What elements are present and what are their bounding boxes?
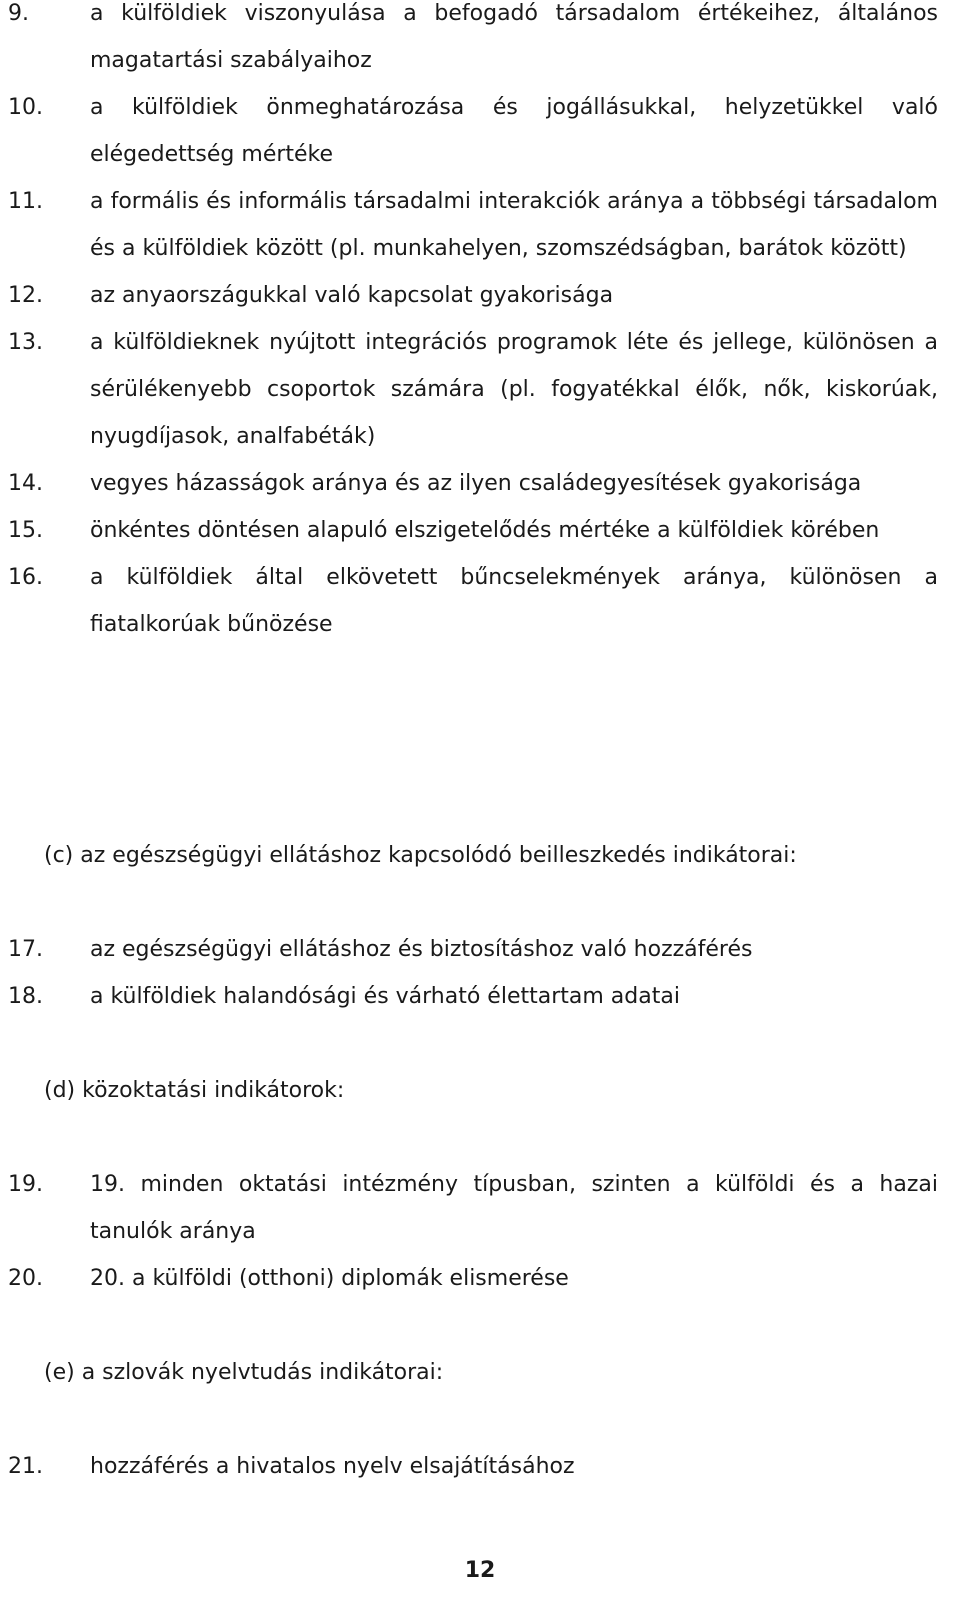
- section-heading-c: (c) az egészségügyi ellátáshoz kapcsolódó beilleszkedés indikátorai:: [44, 843, 797, 868]
- item-number: 17.: [8, 937, 43, 962]
- item-text: az egészségügyi ellátáshoz és biztosításhoz való hozzáférés: [90, 937, 753, 962]
- item-text: a külföldiek halandósági és várható élettartam adatai: [90, 984, 680, 1009]
- list-item: [0, 84, 960, 178]
- item-text: a külföldiek által elkövetett bűncselekmények aránya, különösen a fiatalkorúak bűnözése: [90, 565, 938, 637]
- item-number: 11.: [8, 189, 43, 214]
- section-heading-e: (e) a szlovák nyelvtudás indikátorai:: [44, 1360, 444, 1385]
- list-item: [0, 973, 960, 1020]
- page-number: 12: [464, 1558, 496, 1583]
- list-item: [0, 1161, 960, 1255]
- item-number: 9.: [8, 1, 29, 26]
- item-number: 20.: [8, 1266, 43, 1291]
- item-text: önkéntes döntésen alapuló elszigetelődés mértéke a külföldiek körében: [90, 518, 880, 543]
- item-number: 16.: [8, 565, 43, 590]
- list-item: [0, 926, 960, 973]
- item-number: 12.: [8, 283, 43, 308]
- list-item: [0, 1255, 960, 1302]
- item-text: 20. a külföldi (otthoni) diplomák elismerése: [90, 1266, 569, 1291]
- item-text: a formális és informális társadalmi interakciók aránya a többségi társadalom és a külföldiek között (pl. munkahelyen, szomszédságban, barátok között): [90, 189, 938, 261]
- indicator-list-e: [0, 1443, 960, 1490]
- item-text: a külföldiek viszonyulása a befogadó társadalom értékeihez, általános magatartási szabályaihoz: [90, 1, 938, 73]
- list-item: [0, 507, 960, 554]
- list-item: [0, 554, 960, 648]
- item-number: 21.: [8, 1454, 43, 1479]
- item-number: 19.: [8, 1172, 43, 1197]
- item-text: 19. minden oktatási intézmény típusban, szinten a külföldi és a hazai tanulók aránya: [90, 1172, 938, 1244]
- item-number: 15.: [8, 518, 43, 543]
- indicator-list-d: [0, 1161, 960, 1302]
- item-number: 14.: [8, 471, 43, 496]
- section-heading-d: (d) közoktatási indikátorok:: [44, 1078, 345, 1103]
- list-item: [0, 272, 960, 319]
- item-text: vegyes házasságok aránya és az ilyen családegyesítések gyakorisága: [90, 471, 862, 496]
- list-item: [0, 178, 960, 272]
- item-number: 13.: [8, 330, 43, 355]
- item-text: a külföldiek önmeghatározása és jogállásukkal, helyzetükkel való elégedettség mértéke: [90, 95, 938, 167]
- item-text: hozzáférés a hivatalos nyelv elsajátításához: [90, 1454, 575, 1479]
- item-number: 10.: [8, 95, 43, 120]
- indicator-list-c: [0, 926, 960, 1020]
- item-text: az anyaországukkal való kapcsolat gyakorisága: [90, 283, 614, 308]
- item-text: a külföldieknek nyújtott integrációs programok léte és jellege, különösen a sérülékenyebb csoportok számára (pl. fogyatékkal élők, nők, kiskorúak, nyugdíjasok, analfabéták): [90, 330, 938, 449]
- list-item: [0, 319, 960, 460]
- item-number: 18.: [8, 984, 43, 1009]
- list-item: [0, 0, 960, 84]
- list-item: [0, 460, 960, 507]
- list-item: [0, 1443, 960, 1490]
- indicator-list-a: [0, 0, 960, 648]
